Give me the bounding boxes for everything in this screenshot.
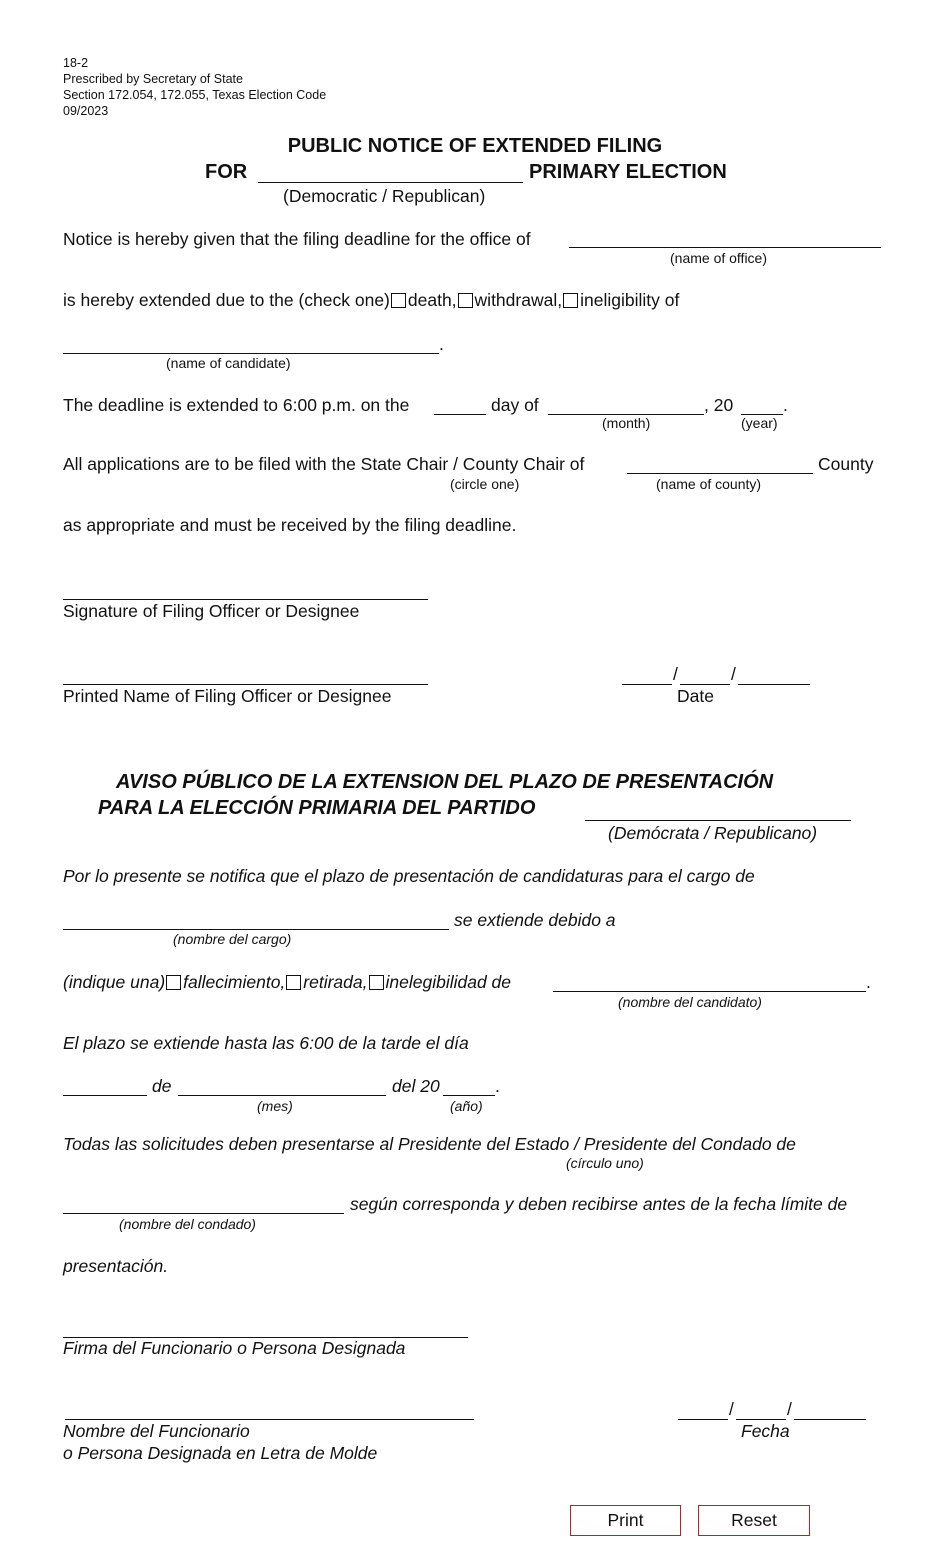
title-for: FOR <box>205 161 248 183</box>
indicate-line <box>63 972 511 993</box>
year-hint: (year) <box>741 415 778 431</box>
circulo-hint: (círculo uno) <box>566 1155 644 1171</box>
candidato-hint: (nombre del candidato) <box>618 994 762 1010</box>
form-date: 09/2023 <box>63 104 109 118</box>
county-hint: (name of county) <box>656 476 762 492</box>
month-field[interactable] <box>548 395 704 415</box>
ineligibility-label: ineligibility of <box>580 290 680 310</box>
date-label: Date <box>677 686 714 706</box>
printed-name-label: Printed Name of Filing Officer or Designee <box>63 686 392 706</box>
mes-field[interactable] <box>178 1076 386 1096</box>
deadline-period: . <box>783 395 788 415</box>
applications-text: All applications are to be filed with the State Chair / County Chair of <box>63 454 585 474</box>
form-number: 18-2 <box>63 56 89 70</box>
date-slash: / <box>673 664 678 684</box>
condado-hint: (nombre del condado) <box>119 1216 256 1232</box>
spanish-party-hint: (Demócrata / Republicano) <box>608 823 818 843</box>
firma-label: Firma del Funcionario o Persona Designada <box>63 1338 406 1358</box>
day-field[interactable] <box>434 395 486 415</box>
print-button[interactable]: Print <box>570 1505 681 1536</box>
inelegibilidad-checkbox[interactable] <box>369 975 384 990</box>
firma-field[interactable] <box>63 1318 468 1338</box>
candidate-hint: (name of candidate) <box>166 355 291 371</box>
extended-text: is hereby extended due to the (check one) <box>63 290 390 310</box>
nombre-label: Nombre del Funcionario <box>63 1421 250 1441</box>
county-word: County <box>818 454 874 474</box>
party-hint: (Democratic / Republican) <box>283 186 486 206</box>
date-year-field[interactable] <box>738 665 810 685</box>
fecha-slash: / <box>787 1399 792 1419</box>
page-title: PUBLIC NOTICE OF EXTENDED FILING <box>287 135 663 157</box>
fallecimiento-label: fallecimiento, <box>183 972 286 992</box>
party-field[interactable] <box>258 162 523 183</box>
retirada-label: retirada, <box>303 972 368 992</box>
dia-field[interactable] <box>63 1076 147 1096</box>
county-field[interactable] <box>627 454 813 474</box>
month-hint: (month) <box>602 415 651 431</box>
condado-field[interactable] <box>63 1194 344 1214</box>
candidate-field[interactable] <box>63 334 439 354</box>
death-checkbox[interactable] <box>391 293 406 308</box>
signature-label: Signature of Filing Officer or Designee <box>63 601 360 621</box>
fecha-month-field[interactable] <box>678 1400 728 1420</box>
signature-field[interactable] <box>63 580 428 600</box>
nombre-label-line2: o Persona Designada en Letra de Molde <box>63 1443 378 1463</box>
circle-hint: (circle one) <box>450 476 520 492</box>
day-of-text: day of <box>491 395 539 415</box>
deadline-text: The deadline is extended to 6:00 p.m. on the <box>63 395 410 415</box>
cargo-field[interactable] <box>63 910 449 930</box>
ano-field[interactable] <box>443 1076 495 1096</box>
notice-text: Notice is hereby given that the filing deadline for the office of <box>63 229 531 249</box>
extended-line <box>63 290 679 311</box>
office-hint: (name of office) <box>670 250 768 266</box>
date-month-field[interactable] <box>622 665 672 685</box>
mes-hint: (mes) <box>257 1098 293 1114</box>
fecha-slash: / <box>729 1399 734 1419</box>
ineligibility-checkbox[interactable] <box>563 293 578 308</box>
partido-field[interactable] <box>585 800 851 821</box>
according-text: según corresponda y deben recibirse antes de la fecha límite de <box>350 1194 848 1214</box>
retirada-checkbox[interactable] <box>286 975 301 990</box>
extends-text: se extiende debido a <box>454 910 616 930</box>
reset-button[interactable]: Reset <box>698 1505 810 1536</box>
del-20: del 20 <box>392 1076 440 1096</box>
code-section: Section 172.054, 172.055, Texas Election Code <box>63 88 327 102</box>
death-label: death, <box>407 290 457 310</box>
date-day-field[interactable] <box>680 665 730 685</box>
spanish-applications-text: Todas las solicitudes deben presentarse al Presidente del Estado / Presidente del Condado de <box>63 1134 796 1154</box>
printed-name-field[interactable] <box>63 665 428 685</box>
prescribed-by: Prescribed by Secretary of State <box>63 72 243 86</box>
appropriate-text: as appropriate and must be received by the filing deadline. <box>63 515 517 535</box>
office-field[interactable] <box>569 228 881 248</box>
spanish-title: AVISO PÚBLICO DE LA EXTENSION DEL PLAZO DE PRESENTACIÓN <box>116 771 774 793</box>
fecha-year-field[interactable] <box>794 1400 866 1420</box>
de-word: de <box>152 1076 172 1096</box>
spanish-title-line2: PARA LA ELECCIÓN PRIMARIA DEL PARTIDO <box>98 797 536 819</box>
fecha-day-field[interactable] <box>736 1400 786 1420</box>
presentation-text: presentación. <box>63 1256 169 1276</box>
title-primary: PRIMARY ELECTION <box>529 161 727 183</box>
candidato-field[interactable] <box>553 972 866 992</box>
nombre-field[interactable] <box>65 1400 474 1420</box>
year-field[interactable] <box>741 395 783 415</box>
spanish-deadline-text: El plazo se extiende hasta las 6:00 de la tarde el día <box>63 1033 469 1053</box>
date-slash: / <box>731 664 736 684</box>
withdrawal-label: withdrawal, <box>474 290 563 310</box>
date-period: . <box>495 1076 500 1096</box>
indicate-text: (indique una) <box>63 972 166 992</box>
fecha-label: Fecha <box>741 1421 790 1441</box>
spanish-notice-text: Por lo presente se notifica que el plazo de presentación de candidaturas para el cargo de <box>63 866 755 886</box>
ano-hint: (año) <box>450 1098 483 1114</box>
year-prefix: , 20 <box>704 395 734 415</box>
candidato-period: . <box>866 972 871 992</box>
withdrawal-checkbox[interactable] <box>458 293 473 308</box>
fallecimiento-checkbox[interactable] <box>166 975 181 990</box>
candidate-period: . <box>439 334 444 354</box>
cargo-hint: (nombre del cargo) <box>173 931 292 947</box>
inelegibilidad-label: inelegibilidad de <box>385 972 512 992</box>
